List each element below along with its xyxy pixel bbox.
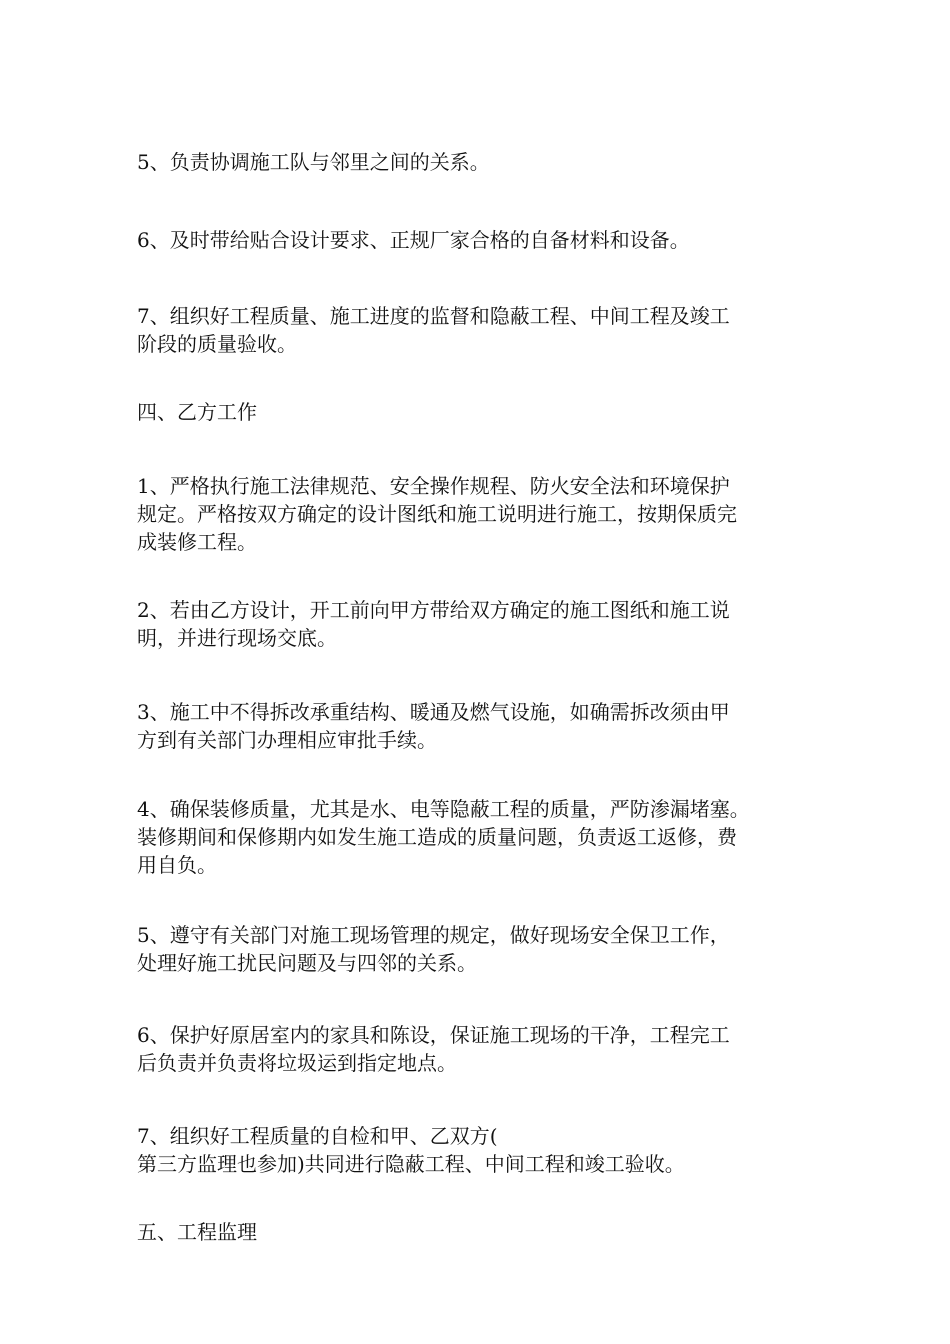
section-heading-party-b-work [137, 398, 827, 426]
text-line: 装修期间和保修期内如发生施工造成的质量问题，负责返工返修，费 [137, 825, 737, 849]
text-line: 成装修工程。 [137, 530, 257, 554]
text-line: 方到有关部门办理相应审批手续。 [137, 728, 437, 752]
text-line: 7、组织好工程质量、施工进度的监督和隐蔽工程、中间工程及竣工 [137, 304, 730, 328]
text-line: 5、负责协调施工队与邻里之间的关系。 [137, 150, 490, 174]
text-line: 3、施工中不得拆改承重结构、暖通及燃气设施，如确需拆改须由甲 [137, 700, 730, 724]
paragraph-b-item-6-protection [137, 1021, 827, 1077]
text-line: 6、及时带给贴合设计要求、正规厂家合格的自备材料和设备。 [137, 228, 690, 252]
paragraph-b-item-5-site-management [137, 921, 827, 977]
paragraph-b-item-7-inspection [137, 1122, 827, 1178]
paragraph-b-item-3-structure [137, 698, 827, 754]
text-line: 1、严格执行施工法律规范、安全操作规程、防火安全法和环境保护 [137, 474, 730, 498]
text-line: 第三方监理也参加)共同进行隐蔽工程、中间工程和竣工验收。 [137, 1152, 685, 1176]
paragraph-b-item-1-regulations [137, 472, 827, 556]
text-line: 用自负。 [137, 853, 217, 877]
paragraph-b-item-2-design [137, 596, 827, 652]
text-line: 6、保护好原居室内的家具和陈设，保证施工现场的干净，工程完工 [137, 1023, 730, 1047]
text-line: 五、工程监理 [137, 1220, 257, 1244]
text-line: 4、确保装修质量，尤其是水、电等隐蔽工程的质量，严防渗漏堵塞。 [137, 797, 750, 821]
text-line: 后负责并负责将垃圾运到指定地点。 [137, 1051, 457, 1075]
text-line: 7、组织好工程质量的自检和甲、乙双方( [137, 1124, 498, 1148]
text-line: 规定。严格按双方确定的设计图纸和施工说明进行施工，按期保质完 [137, 502, 737, 526]
text-line: 明，并进行现场交底。 [137, 626, 337, 650]
section-heading-supervision [137, 1218, 827, 1246]
paragraph-item-6-materials [137, 226, 827, 254]
text-line: 四、乙方工作 [137, 400, 257, 424]
text-line: 阶段的质量验收。 [137, 332, 297, 356]
text-line: 处理好施工扰民问题及与四邻的关系。 [137, 951, 477, 975]
paragraph-item-5-neighbors [137, 148, 827, 176]
paragraph-b-item-4-quality [137, 795, 827, 879]
paragraph-item-7-acceptance [137, 302, 827, 358]
text-line: 2、若由乙方设计，开工前向甲方带给双方确定的施工图纸和施工说 [137, 598, 730, 622]
text-line: 5、遵守有关部门对施工现场管理的规定，做好现场安全保卫工作， [137, 923, 730, 947]
